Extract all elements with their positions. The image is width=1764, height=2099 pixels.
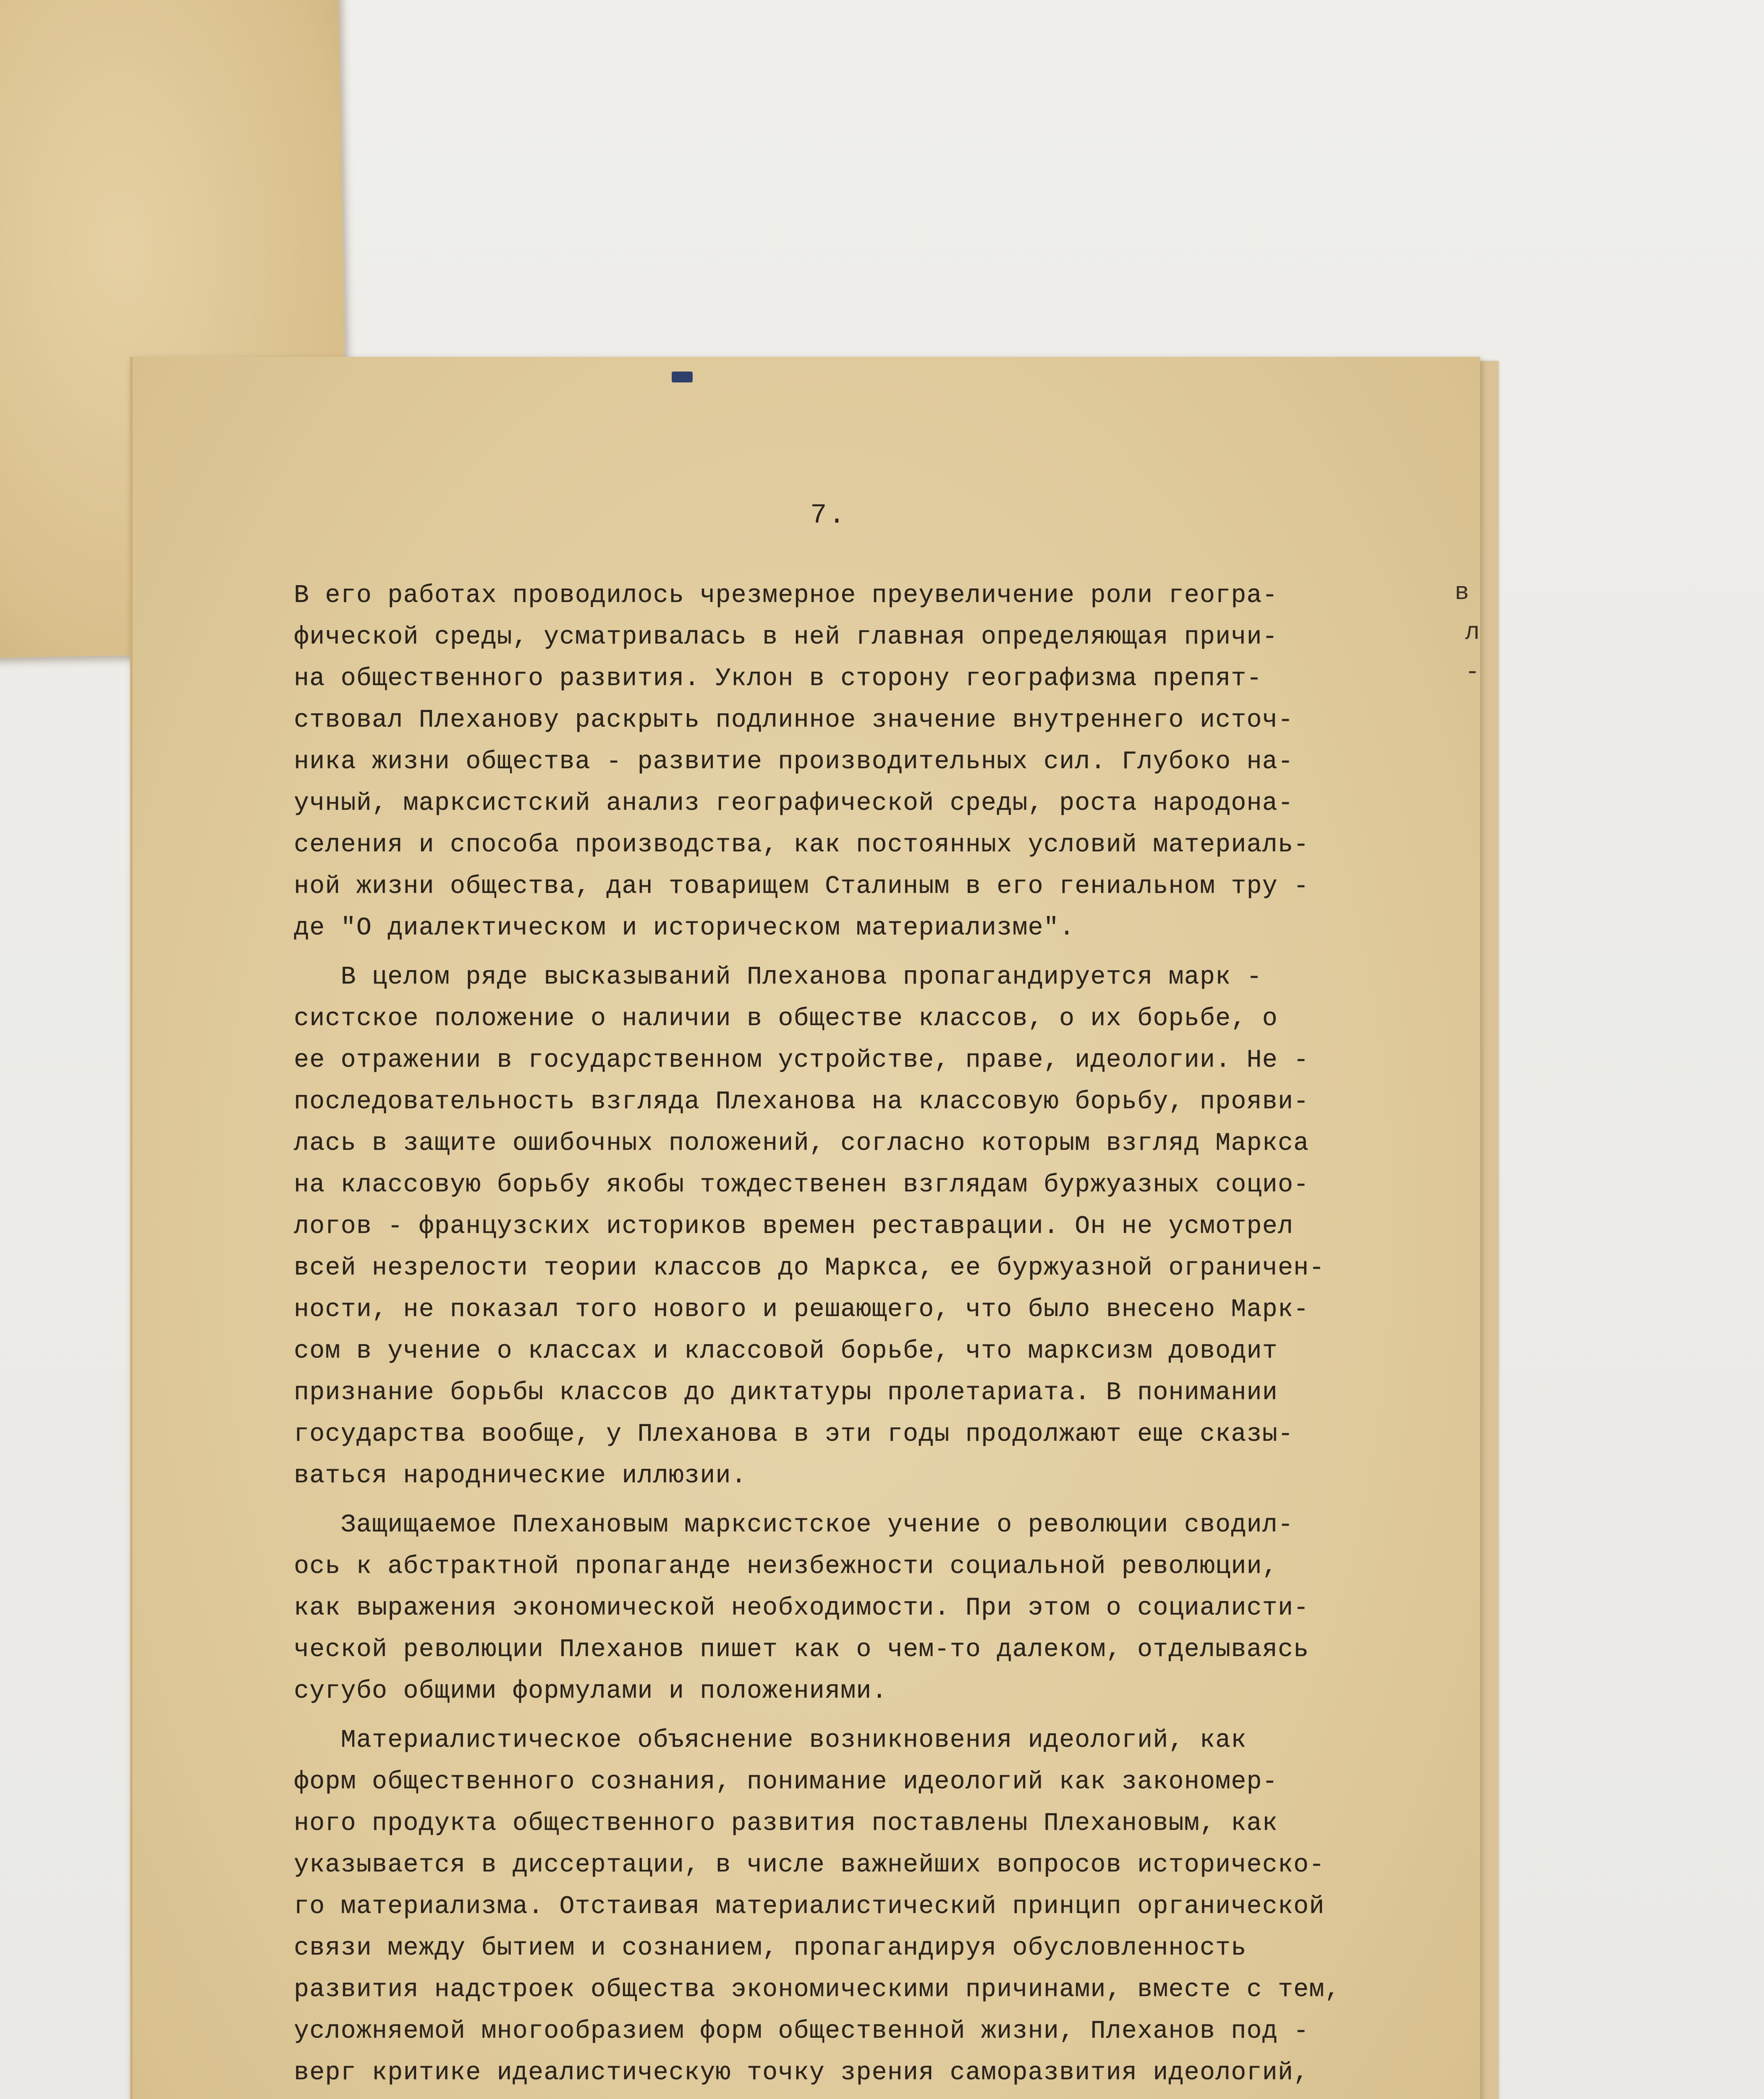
paragraph-gap bbox=[294, 949, 1453, 957]
text-line: го материализма. Отстаивая материалистический принцип органической bbox=[294, 1892, 1325, 1921]
text-line: развития надстроек общества экономическими причинами, вместе с тем, bbox=[294, 1976, 1340, 2004]
text-line: логов - французских историков времен реставрации. Он не усмотрел bbox=[294, 1212, 1294, 1241]
text-line: ной жизни общества, дан товарищем Сталиным в его гениальном тру - bbox=[294, 872, 1309, 901]
text-line: на классовую борьбу якобы тождественен взглядам буржуазных социо- bbox=[294, 1171, 1309, 1199]
page-number: 7. bbox=[810, 500, 847, 531]
text-line: верг критике идеалистическую точку зрения саморазвития идеологий, bbox=[294, 2059, 1309, 2087]
paragraph-gap bbox=[294, 1712, 1453, 1720]
text-line: последовательность взгляда Плеханова на классовую борьбу, прояви- bbox=[294, 1088, 1309, 1116]
text-line: лась в защите ошибочных положений, согласно которым взгляд Маркса bbox=[294, 1129, 1309, 1158]
text-line: ее отражении в государственном устройстве, праве, идеологии. Не - bbox=[294, 1046, 1309, 1075]
paragraph bbox=[294, 1720, 1453, 2094]
text-line: ствовал Плеханову раскрыть подлинное значение внутреннего источ- bbox=[294, 706, 1294, 735]
text-line: на общественного развития. Уклон в сторону географизма препят- bbox=[294, 665, 1262, 693]
paragraph bbox=[294, 575, 1453, 949]
text-line: систское положение о наличии в обществе классов, о их борьбе, о bbox=[294, 1005, 1278, 1033]
text-line: ось к абстрактной пропаганде неизбежности социальной революции, bbox=[294, 1552, 1278, 1581]
edge-letter: в bbox=[1455, 579, 1469, 607]
text-line: ности, не показал того нового и решающего, что было внесено Марк- bbox=[294, 1296, 1309, 1324]
text-line: учный, марксистский анализ географической среды, роста народона- bbox=[294, 789, 1294, 818]
text-line: Защищаемое Плехановым марксистское учение о революции сводил- bbox=[294, 1511, 1294, 1539]
text-line: фической среды, усматривалась в ней главная определяющая причи- bbox=[294, 623, 1278, 652]
paragraph bbox=[294, 1505, 1453, 1712]
text-line: указывается в диссертации, в числе важнейших вопросов историческо- bbox=[294, 1851, 1325, 1879]
text-line: селения и способа производства, как постоянных условий материаль- bbox=[294, 831, 1309, 859]
text-line: как выражения экономической необходимости. При этом о социалисти- bbox=[294, 1594, 1309, 1623]
text-line: де "О диалектическом и историческом материализме". bbox=[294, 914, 1075, 942]
edge-letter: л bbox=[1465, 619, 1480, 646]
text-line: В его работах проводилось чрезмерное преувеличение роли геогра- bbox=[294, 581, 1278, 610]
paragraph bbox=[294, 957, 1453, 1497]
text-line: связи между бытием и сознанием, пропагандируя обусловленность bbox=[294, 1934, 1247, 1963]
text-line: всей незрелости теории классов до Маркса, ее буржуазной ограничен- bbox=[294, 1254, 1325, 1282]
typed-text-body bbox=[294, 575, 1453, 2094]
text-line: ческой революции Плеханов пишет как о чем-то далеком, отделываясь bbox=[294, 1636, 1309, 1664]
text-line: ного продукта общественного развития поставлены Плехановым, как bbox=[294, 1809, 1278, 1838]
text-line: сугубо общими формулами и положениями. bbox=[294, 1677, 887, 1706]
text-line: ваться народнические иллюзии. bbox=[294, 1462, 747, 1490]
text-line: сом в учение о классах и классовой борьбе, что марксизм доводит bbox=[294, 1337, 1278, 1366]
paragraph-gap bbox=[294, 1497, 1453, 1505]
ink-mark-icon bbox=[672, 372, 693, 382]
text-line: признание борьбы классов до диктатуры пролетариата. В понимании bbox=[294, 1379, 1278, 1407]
edge-letter: - bbox=[1465, 659, 1480, 686]
text-line: усложняемой многообразием форм общественной жизни, Плеханов под - bbox=[294, 2017, 1309, 2046]
text-line: форм общественного сознания, понимание идеологий как закономер- bbox=[294, 1768, 1278, 1796]
text-line: В целом ряде высказываний Плеханова пропагандируется марк - bbox=[294, 963, 1262, 992]
text-line: ника жизни общества - развитие производительных сил. Глубоко на- bbox=[294, 748, 1294, 776]
text-line: государства вообще, у Плеханова в эти годы продолжают еще сказы- bbox=[294, 1420, 1294, 1449]
text-line: Материалистическое объяснение возникновения идеологий, как bbox=[294, 1726, 1247, 1755]
